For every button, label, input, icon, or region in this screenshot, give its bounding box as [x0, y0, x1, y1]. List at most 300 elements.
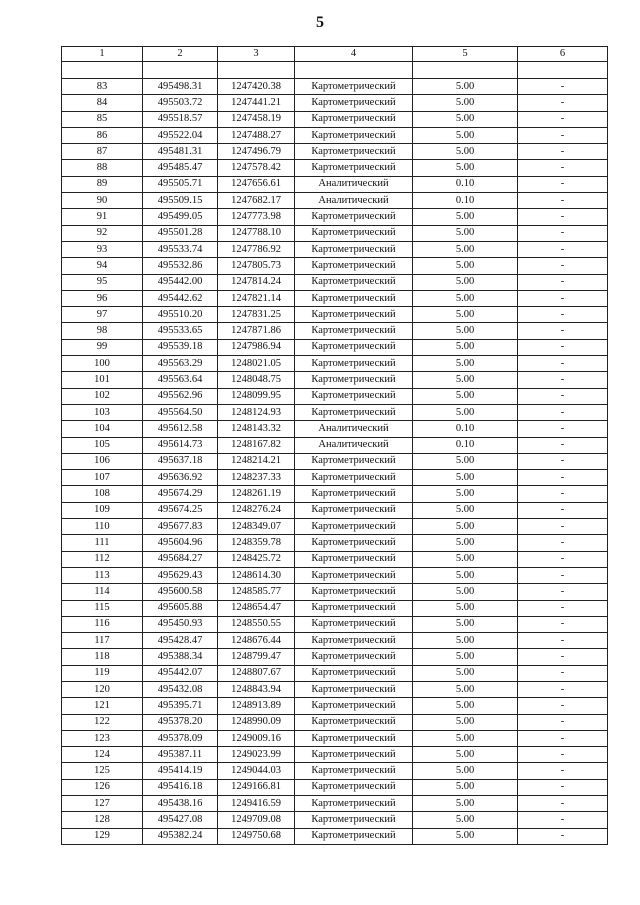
table-cell: 5.00 — [413, 616, 518, 632]
column-header: 3 — [218, 47, 295, 62]
table-cell: 1247420.38 — [218, 79, 295, 95]
table-cell: 1249044.03 — [218, 763, 295, 779]
table-row — [62, 209, 608, 225]
table-cell: 1248425.72 — [218, 551, 295, 567]
table-cell: 5.00 — [413, 665, 518, 681]
table-cell: 495636.92 — [143, 470, 218, 486]
table-cell: - — [518, 437, 608, 453]
table-cell: 5.00 — [413, 160, 518, 176]
table-row — [62, 828, 608, 844]
table-cell: 1247986.94 — [218, 339, 295, 355]
table-cell: 128 — [62, 812, 143, 828]
table-cell: 97 — [62, 307, 143, 323]
table-cell: 1248349.07 — [218, 519, 295, 535]
table-cell: - — [518, 796, 608, 812]
table-cell: 5.00 — [413, 307, 518, 323]
table-row — [62, 616, 608, 632]
table-header-row — [62, 47, 608, 62]
table-cell: 5.00 — [413, 486, 518, 502]
table-row — [62, 127, 608, 143]
table-cell: 5.00 — [413, 730, 518, 746]
table-cell: 1248048.75 — [218, 372, 295, 388]
table-cell: 495533.74 — [143, 241, 218, 257]
table-cell: 1248167.82 — [218, 437, 295, 453]
table-cell: - — [518, 519, 608, 535]
table-row — [62, 388, 608, 404]
table-cell: - — [518, 600, 608, 616]
table-cell: 95 — [62, 274, 143, 290]
table-cell: Картометрический — [295, 828, 413, 844]
table-cell: 495522.04 — [143, 127, 218, 143]
table-cell: 88 — [62, 160, 143, 176]
table-cell: 86 — [62, 127, 143, 143]
table-cell: 84 — [62, 95, 143, 111]
table-cell: 495600.58 — [143, 584, 218, 600]
table-row — [62, 551, 608, 567]
table-cell: 87 — [62, 144, 143, 160]
table-row — [62, 193, 608, 209]
table-cell: - — [518, 616, 608, 632]
table-cell: 1247871.86 — [218, 323, 295, 339]
table-cell: Картометрический — [295, 323, 413, 339]
table-cell: 96 — [62, 290, 143, 306]
table-cell: 1249009.16 — [218, 730, 295, 746]
table-cell: Картометрический — [295, 404, 413, 420]
table-cell: 5.00 — [413, 388, 518, 404]
table-cell: - — [518, 649, 608, 665]
table-cell: 1248614.30 — [218, 567, 295, 583]
table-cell: Картометрический — [295, 388, 413, 404]
table-cell: - — [518, 127, 608, 143]
table-cell: - — [518, 779, 608, 795]
table-cell: 5.00 — [413, 714, 518, 730]
table-cell: - — [518, 193, 608, 209]
table-row — [62, 779, 608, 795]
table-cell: 495499.05 — [143, 209, 218, 225]
table-cell: 98 — [62, 323, 143, 339]
table-cell: 129 — [62, 828, 143, 844]
table-cell: 120 — [62, 681, 143, 697]
table-cell: 1247578.42 — [218, 160, 295, 176]
table-cell: Картометрический — [295, 339, 413, 355]
table-row — [62, 258, 608, 274]
coordinates-table — [61, 46, 608, 845]
table-cell: 495674.29 — [143, 486, 218, 502]
table-cell: 5.00 — [413, 796, 518, 812]
table-cell: 1247773.98 — [218, 209, 295, 225]
table-cell: 5.00 — [413, 584, 518, 600]
table-cell: 122 — [62, 714, 143, 730]
table-cell: Картометрический — [295, 796, 413, 812]
table-cell: 99 — [62, 339, 143, 355]
table-cell: 1248990.09 — [218, 714, 295, 730]
table-cell: 5.00 — [413, 600, 518, 616]
table-cell: - — [518, 747, 608, 763]
table-cell: - — [518, 176, 608, 192]
table-cell: - — [518, 209, 608, 225]
table-cell: 5.00 — [413, 209, 518, 225]
table-row — [62, 356, 608, 372]
table-cell: 5.00 — [413, 225, 518, 241]
table-row — [62, 225, 608, 241]
table-cell: 5.00 — [413, 551, 518, 567]
table-cell: - — [518, 714, 608, 730]
table-cell: - — [518, 730, 608, 746]
table-cell: 94 — [62, 258, 143, 274]
table-cell: Картометрический — [295, 160, 413, 176]
table-cell: Картометрический — [295, 649, 413, 665]
table-cell: - — [518, 470, 608, 486]
table-cell: Картометрический — [295, 290, 413, 306]
table-row — [62, 144, 608, 160]
table-cell: 5.00 — [413, 127, 518, 143]
table-row — [62, 486, 608, 502]
table-cell: - — [518, 763, 608, 779]
table-cell: - — [518, 323, 608, 339]
table-cell: Картометрический — [295, 812, 413, 828]
column-header: 4 — [295, 47, 413, 62]
table-cell: 495414.19 — [143, 763, 218, 779]
table-cell: 1248807.67 — [218, 665, 295, 681]
table-cell: - — [518, 388, 608, 404]
table-cell: Картометрический — [295, 274, 413, 290]
table-row — [62, 502, 608, 518]
table-cell: Картометрический — [295, 633, 413, 649]
table-cell: 1249750.68 — [218, 828, 295, 844]
table-row — [62, 681, 608, 697]
table-cell: 113 — [62, 567, 143, 583]
table-row — [62, 600, 608, 616]
table-cell: 495428.47 — [143, 633, 218, 649]
table-cell: 5.00 — [413, 111, 518, 127]
table-cell: Картометрический — [295, 225, 413, 241]
table-cell: 495637.18 — [143, 453, 218, 469]
table-cell: 1247441.21 — [218, 95, 295, 111]
table-cell: - — [518, 404, 608, 420]
table-cell: - — [518, 307, 608, 323]
table-row — [62, 812, 608, 828]
table-cell: Картометрический — [295, 241, 413, 257]
table-cell: 1247821.14 — [218, 290, 295, 306]
table-cell: 109 — [62, 502, 143, 518]
table-row — [62, 339, 608, 355]
table-cell: 495427.08 — [143, 812, 218, 828]
table-cell: - — [518, 144, 608, 160]
table-cell: 106 — [62, 453, 143, 469]
table-cell: Картометрический — [295, 95, 413, 111]
table-cell: - — [518, 111, 608, 127]
table-cell: 1248913.89 — [218, 698, 295, 714]
table-cell: 495684.27 — [143, 551, 218, 567]
table-cell: 5.00 — [413, 812, 518, 828]
table-cell: - — [518, 698, 608, 714]
table-row — [62, 535, 608, 551]
table-cell: 495378.20 — [143, 714, 218, 730]
table-cell: 5.00 — [413, 567, 518, 583]
table-cell: 124 — [62, 747, 143, 763]
table-cell: - — [518, 584, 608, 600]
table-cell: Аналитический — [295, 193, 413, 209]
table-cell: - — [518, 258, 608, 274]
table-row — [62, 649, 608, 665]
table-cell: 121 — [62, 698, 143, 714]
table-cell — [218, 62, 295, 79]
table-cell: 5.00 — [413, 502, 518, 518]
table-cell: 1248099.95 — [218, 388, 295, 404]
table-cell: 1248654.47 — [218, 600, 295, 616]
table-cell: 495442.62 — [143, 290, 218, 306]
table-row — [62, 274, 608, 290]
table-row — [62, 453, 608, 469]
table-cell: 1249416.59 — [218, 796, 295, 812]
table-cell: 495438.16 — [143, 796, 218, 812]
table-cell: Картометрический — [295, 584, 413, 600]
table-cell: 495533.65 — [143, 323, 218, 339]
table-cell: 495501.28 — [143, 225, 218, 241]
table-cell: Картометрический — [295, 616, 413, 632]
table-cell: 5.00 — [413, 649, 518, 665]
table-row — [62, 241, 608, 257]
table-cell: 5.00 — [413, 339, 518, 355]
table-cell: - — [518, 421, 608, 437]
table-row — [62, 470, 608, 486]
table-cell: 110 — [62, 519, 143, 535]
table-cell: 5.00 — [413, 241, 518, 257]
table-cell: - — [518, 372, 608, 388]
table-cell: 89 — [62, 176, 143, 192]
table-cell: 119 — [62, 665, 143, 681]
table-cell: Картометрический — [295, 144, 413, 160]
table-cell: - — [518, 665, 608, 681]
table-cell: 5.00 — [413, 404, 518, 420]
table-cell: Аналитический — [295, 176, 413, 192]
table-cell: 495382.24 — [143, 828, 218, 844]
table-cell: 1247488.27 — [218, 127, 295, 143]
table-cell: Картометрический — [295, 79, 413, 95]
table-cell: 0.10 — [413, 437, 518, 453]
table-cell: 495378.09 — [143, 730, 218, 746]
table-cell: - — [518, 453, 608, 469]
table-row — [62, 307, 608, 323]
table-cell: - — [518, 502, 608, 518]
table-cell: 1247805.73 — [218, 258, 295, 274]
table-cell: Картометрический — [295, 567, 413, 583]
table-row — [62, 160, 608, 176]
column-header: 2 — [143, 47, 218, 62]
table-cell: 495604.96 — [143, 535, 218, 551]
table-cell: - — [518, 241, 608, 257]
table-cell: 0.10 — [413, 421, 518, 437]
table-cell: Картометрический — [295, 698, 413, 714]
table-cell: Картометрический — [295, 600, 413, 616]
table-cell: - — [518, 79, 608, 95]
table-cell: - — [518, 339, 608, 355]
page-number: 5 — [316, 14, 324, 31]
table-cell: 1247814.24 — [218, 274, 295, 290]
table-cell: 5.00 — [413, 828, 518, 844]
table-cell: 115 — [62, 600, 143, 616]
table-cell: 495605.88 — [143, 600, 218, 616]
table-cell: 90 — [62, 193, 143, 209]
table-cell: 495442.07 — [143, 665, 218, 681]
table-cell: Картометрический — [295, 665, 413, 681]
table-cell: 5.00 — [413, 323, 518, 339]
table-row — [62, 747, 608, 763]
table-cell: 5.00 — [413, 453, 518, 469]
table-cell: Картометрический — [295, 372, 413, 388]
table-cell: - — [518, 535, 608, 551]
table-cell: 0.10 — [413, 176, 518, 192]
column-header: 1 — [62, 47, 143, 62]
table-cell: 5.00 — [413, 290, 518, 306]
table-cell: 92 — [62, 225, 143, 241]
table-cell: 125 — [62, 763, 143, 779]
table-cell: 100 — [62, 356, 143, 372]
table-cell: 5.00 — [413, 144, 518, 160]
table-cell: 91 — [62, 209, 143, 225]
table-cell: 495505.71 — [143, 176, 218, 192]
table-cell: 107 — [62, 470, 143, 486]
table-cell: 1249709.08 — [218, 812, 295, 828]
table-cell: 116 — [62, 616, 143, 632]
table-cell: 495481.31 — [143, 144, 218, 160]
table-cell: Картометрический — [295, 730, 413, 746]
table-cell: 1248214.21 — [218, 453, 295, 469]
table-cell: 112 — [62, 551, 143, 567]
table-cell: 495498.31 — [143, 79, 218, 95]
table-cell: 1247458.19 — [218, 111, 295, 127]
table-cell: 5.00 — [413, 535, 518, 551]
table-cell: - — [518, 633, 608, 649]
table-cell — [143, 62, 218, 79]
table-cell: 5.00 — [413, 779, 518, 795]
table-cell: - — [518, 486, 608, 502]
table-cell: 114 — [62, 584, 143, 600]
table-cell: Картометрический — [295, 681, 413, 697]
table-cell — [413, 62, 518, 79]
column-header: 6 — [518, 47, 608, 62]
table-cell: Картометрический — [295, 763, 413, 779]
table-row — [62, 290, 608, 306]
table-cell: 1248843.94 — [218, 681, 295, 697]
table-cell: 495450.93 — [143, 616, 218, 632]
table-cell: 495387.11 — [143, 747, 218, 763]
table-row — [62, 404, 608, 420]
table-row — [62, 111, 608, 127]
table-row — [62, 95, 608, 111]
table-cell: 1248799.47 — [218, 649, 295, 665]
table-cell: 5.00 — [413, 763, 518, 779]
table-cell: 1249023.99 — [218, 747, 295, 763]
table-cell: 118 — [62, 649, 143, 665]
table-row — [62, 519, 608, 535]
table-cell: 495432.08 — [143, 681, 218, 697]
table-cell: - — [518, 225, 608, 241]
table-cell — [518, 62, 608, 79]
table-cell: 93 — [62, 241, 143, 257]
table-cell: 5.00 — [413, 356, 518, 372]
table-row — [62, 584, 608, 600]
table-cell: 5.00 — [413, 747, 518, 763]
table-cell: - — [518, 160, 608, 176]
table-cell: 5.00 — [413, 698, 518, 714]
table-cell: 495395.71 — [143, 698, 218, 714]
table-cell: - — [518, 290, 608, 306]
table-cell: 5.00 — [413, 470, 518, 486]
table-cell: 1248124.93 — [218, 404, 295, 420]
table-cell: 1247682.17 — [218, 193, 295, 209]
table-cell: Аналитический — [295, 437, 413, 453]
table-cell: 495563.29 — [143, 356, 218, 372]
table-cell: 495539.18 — [143, 339, 218, 355]
table-cell: 495614.73 — [143, 437, 218, 453]
table-row — [62, 421, 608, 437]
table-cell: Картометрический — [295, 258, 413, 274]
column-header: 5 — [413, 47, 518, 62]
table-cell: 495562.96 — [143, 388, 218, 404]
table-cell: 126 — [62, 779, 143, 795]
table-cell: 495509.15 — [143, 193, 218, 209]
table-cell: 495518.57 — [143, 111, 218, 127]
table-cell: 5.00 — [413, 519, 518, 535]
table-cell: Картометрический — [295, 747, 413, 763]
table-row — [62, 698, 608, 714]
table-row — [62, 633, 608, 649]
table-cell: 1248143.32 — [218, 421, 295, 437]
table-cell: 495442.00 — [143, 274, 218, 290]
table-cell: - — [518, 681, 608, 697]
table-row — [62, 437, 608, 453]
table-cell: Картометрический — [295, 779, 413, 795]
table-row — [62, 714, 608, 730]
table-cell: 1248585.77 — [218, 584, 295, 600]
empty-row — [62, 62, 608, 79]
table-row — [62, 796, 608, 812]
table-row — [62, 323, 608, 339]
table-cell: 104 — [62, 421, 143, 437]
table-cell: 5.00 — [413, 95, 518, 111]
table-cell: Картометрический — [295, 486, 413, 502]
table-cell: 1248676.44 — [218, 633, 295, 649]
table-cell: Картометрический — [295, 470, 413, 486]
table-cell: 1248237.33 — [218, 470, 295, 486]
table-cell: 5.00 — [413, 79, 518, 95]
table-cell: 1247656.61 — [218, 176, 295, 192]
table-cell: Картометрический — [295, 307, 413, 323]
table-cell: Аналитический — [295, 421, 413, 437]
table-cell: Картометрический — [295, 551, 413, 567]
table-row — [62, 79, 608, 95]
table-cell: 1247496.79 — [218, 144, 295, 160]
table-cell: Картометрический — [295, 127, 413, 143]
table-cell: 1248261.19 — [218, 486, 295, 502]
table-cell: Картометрический — [295, 111, 413, 127]
table-cell: - — [518, 274, 608, 290]
table-cell: 5.00 — [413, 633, 518, 649]
table-cell: 108 — [62, 486, 143, 502]
table-cell: 495485.47 — [143, 160, 218, 176]
table-cell: 83 — [62, 79, 143, 95]
table-cell: 495503.72 — [143, 95, 218, 111]
table-cell: 5.00 — [413, 274, 518, 290]
table-cell: 1248021.05 — [218, 356, 295, 372]
table-cell: - — [518, 356, 608, 372]
table-cell: 1248276.24 — [218, 502, 295, 518]
table-row — [62, 176, 608, 192]
table-cell: 5.00 — [413, 372, 518, 388]
table-row — [62, 372, 608, 388]
table-cell: 495612.58 — [143, 421, 218, 437]
